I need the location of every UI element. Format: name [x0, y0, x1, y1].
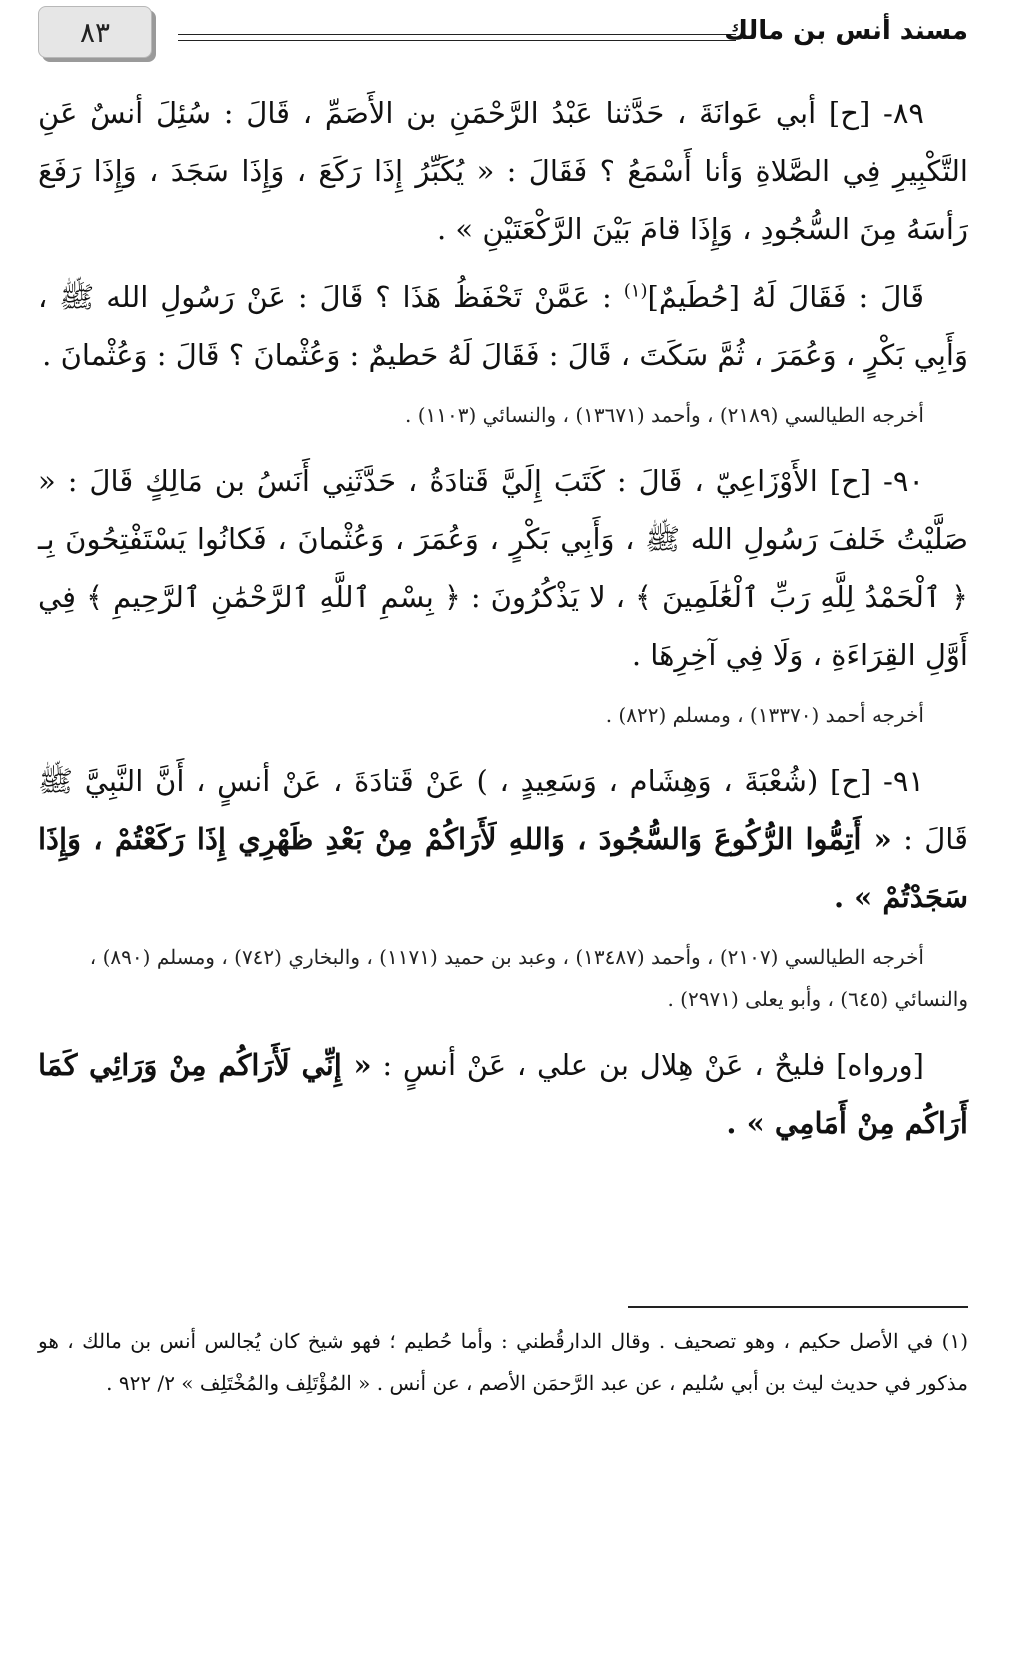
hadith-90-source: أخرجه أحمد (١٣٣٧٠) ، ومسلم (٨٢٢) . [605, 703, 924, 727]
page-header [38, 6, 968, 64]
hadith-91-quote: « أَتِمُّوا الرُّكُوعَ وَالسُّجُودَ ، وَاللهِ لَأَرَاكُمْ مِنْ بَعْدِ ظَهْرِي إِذَا رَكَعْتُمْ ، وَإِذَا سَجَدْتُمْ » . [38, 822, 968, 914]
footnote-divider [628, 1306, 968, 1308]
hadith-91-intro: ٩١- [ح] (شُعْبَةَ ، وَهِشَام ، وَسَعِيدٍ ، ) عَنْ قَتادَةَ ، عَنْ أنسٍ ، أَنَّ النَّبِيَّ ﷺ قَالَ : [38, 764, 969, 856]
riwaya-intro: [ورواه] فليحٌ ، عَنْ هِلال بن علي ، عَنْ أنسٍ : [382, 1048, 924, 1082]
header-divider [178, 34, 736, 41]
hadith-89-continuation-start: قَالَ : فَقَالَ لَهُ [حُطَيمٌ] [647, 280, 924, 314]
main-text [38, 84, 968, 1162]
hadith-89-source: أخرجه الطيالسي (٢١٨٩) ، وأحمد (١٣٦٧١) ، والنسائي (١١٠٣) . [405, 403, 924, 427]
riwaya-quote: « إِنِّي لَأَرَاكُم مِنْ وَرَائِي كَمَا أَرَاكُم مِنْ أَمَامِي » . [38, 1048, 968, 1140]
hadith-91-source: أخرجه الطيالسي (٢١٠٧) ، وأحمد (١٣٤٨٧) ، وعبد بن حميد (١١٧١) ، والبخاري (٧٤٢) ، ومسلم (٨٩٠) ، والنسائي (٦٤٥) ، وأبو يعلى (٢٩٧١) . [89, 945, 968, 1011]
hadith-91-text [38, 752, 968, 926]
hadith-89-continuation [38, 268, 968, 384]
footnote: (١) في الأصل حكيم ، وهو تصحيف . وقال الدارقُطني : وأما حُطيم ؛ فهو شيخ كان يُجالس أنس بن مالك ، هو مذكور في حديث ليث بن أبي سُليم ، عن عبد الرَّحمَن الأصم ، عن أنس . « المُؤْتَلِف والمُخْتَلِف » ٢/ ٩٢٢ . [38, 1329, 968, 1395]
hadith-89-continuation-end: : عَمَّنْ تَحْفَظُ هَذَا ؟ قَالَ : عَنْ رَسُولِ الله ﷺ ، وَأَبِي بَكْرٍ ، وَعُمَرَ ، ثُمَّ سَكَتَ ، قَالَ : فَقَالَ لَهُ حَطيمٌ : وَعُثْمانَ ؟ قَالَ : وَعُثْمانَ . [38, 280, 968, 372]
hadith-90-text: ٩٠- [ح] الأَوْزَاعِيّ ، قَالَ : كَتَبَ إِلَيَّ قَتادَةُ ، حَدَّثَنِي أَنَسُ بن مَالِكٍ قَالَ : « صَلَّيْتُ خَلفَ رَسُولِ الله ﷺ ، وَأَبِي بَكْرٍ ، وَعُمَرَ ، وَعُثْمانَ ، فَكانُوا يَسْتَفْتِحُونَ بِـ ﴿ ٱلْحَمْدُ لِلَّهِ رَبِّ ٱلْعَٰلَمِينَ ﴾ ، لا يَذْكُرُونَ : ﴿ بِسْمِ ٱللَّهِ ٱلرَّحْمَٰنِ ٱلرَّحِيمِ ﴾ فِي أَوَّلِ القِرَاءَةِ ، وَلَا فِي آخِرِهَا . [38, 464, 968, 672]
footnote-reference[interactable]: (١) [623, 280, 648, 302]
page-number: ٨٣ [38, 6, 152, 58]
hadith-89-text: ٨٩- [ح] أبي عَوانَةَ ، حَدَّثنا عَبْدُ الرَّحْمَنِ بن الأَصَمِّ ، قَالَ : سُئِلَ أنسٌ عَنِ التَّكْبِيرِ فِي الصَّلاةِ وَأنا أَسْمَعُ ؟ فَقَالَ : « يُكَبِّرُ إِذَا رَكَعَ ، وَإِذَا سَجَدَ ، وَإِذَا رَفَعَ رَأسَهُ مِنَ السُّجُودِ ، وَإِذَا قامَ بَيْنَ الرَّكْعَتَيْنِ » . [38, 96, 968, 246]
hadith-91-riwaya [38, 1036, 968, 1152]
running-title: مسند أنس بن مالك [724, 16, 968, 46]
